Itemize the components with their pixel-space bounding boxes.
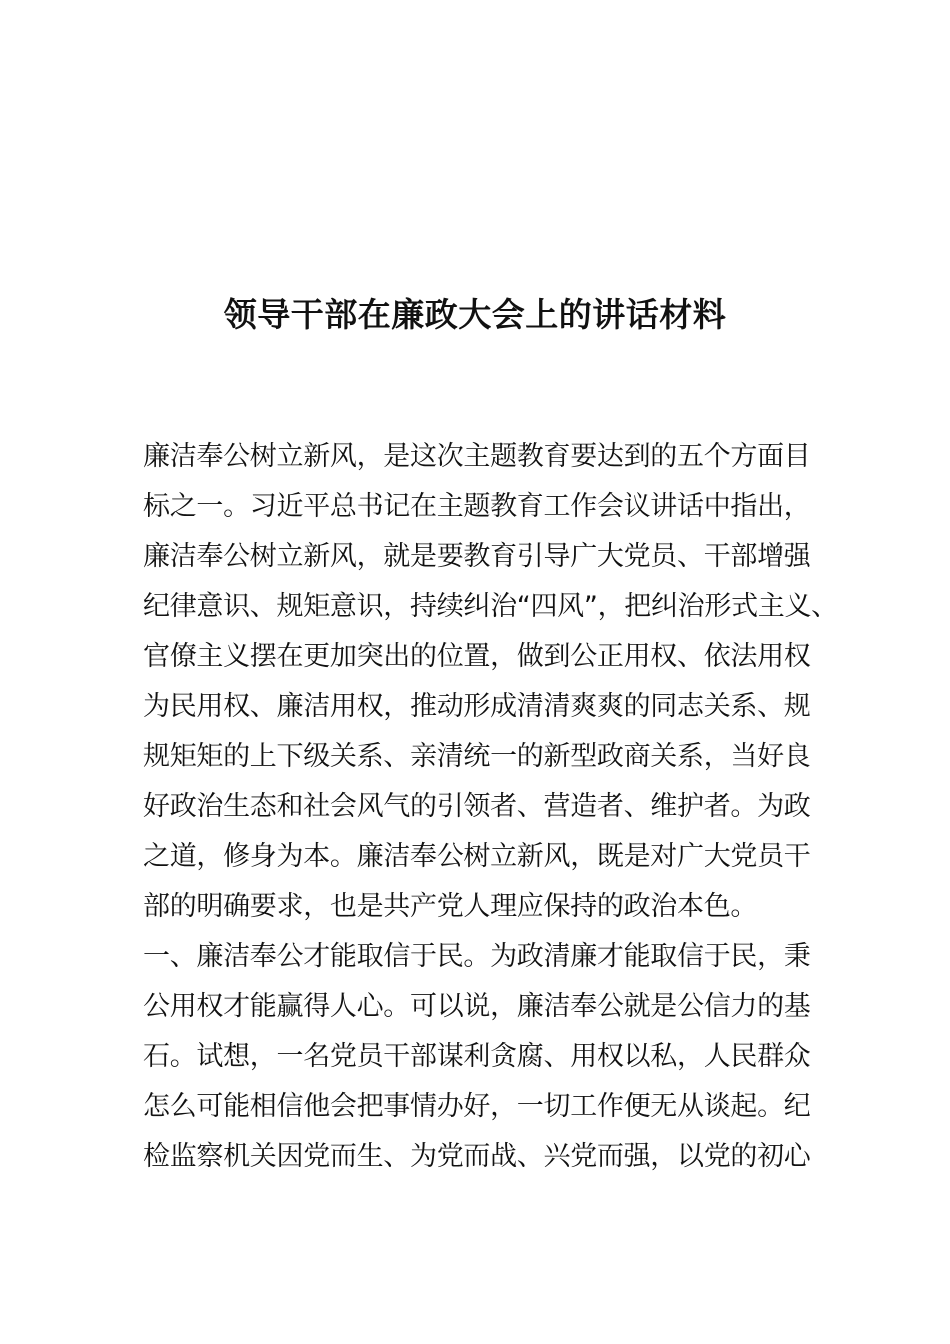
text-line: 廉洁奉公树立新风，是这次主题教育要达到的五个方面目 [143, 441, 811, 472]
text-line: 公用权才能赢得人心。可以说，廉洁奉公就是公信力的基 [143, 991, 811, 1022]
text-line: 检监察机关因党而生、为党而战、兴党而强，以党的初心 [143, 1141, 811, 1172]
text-line: 为民用权、廉洁用权，推动形成清清爽爽的同志关系、规 [143, 691, 811, 722]
text-line: 怎么可能相信他会把事情办好，一切工作便无从谈起。纪 [143, 1091, 811, 1122]
text-line: 一、廉洁奉公才能取信于民。为政清廉才能取信于民，秉 [143, 941, 811, 972]
text-line: 石。试想，一名党员干部谋利贪腐、用权以私，人民群众 [143, 1041, 811, 1072]
text-line: 廉洁奉公树立新风，就是要教育引导广大党员、干部增强 [143, 541, 811, 572]
text-line: 之道，修身为本。廉洁奉公树立新风，既是对广大党员干 [143, 841, 811, 872]
text-line: 官僚主义摆在更加突出的位置，做到公正用权、依法用权 [143, 641, 811, 672]
body-paragraphs [143, 432, 838, 1182]
text-line: 好政治生态和社会风气的引领者、营造者、维护者。为政 [143, 791, 811, 822]
text-line: 纪律意识、规矩意识，持续纠治“四风”，把纠治形式主义、 [143, 591, 838, 622]
text-line: 部的明确要求，也是共产党人理应保持的政治本色。 [143, 891, 758, 922]
text-line: 规矩矩的上下级关系、亲清统一的新型政商关系，当好良 [143, 741, 811, 772]
page-title: 领导干部在廉政大会上的讲话材料 [223, 295, 727, 334]
text-line: 标之一。习近平总书记在主题教育工作会议讲话中指出， [143, 491, 811, 522]
